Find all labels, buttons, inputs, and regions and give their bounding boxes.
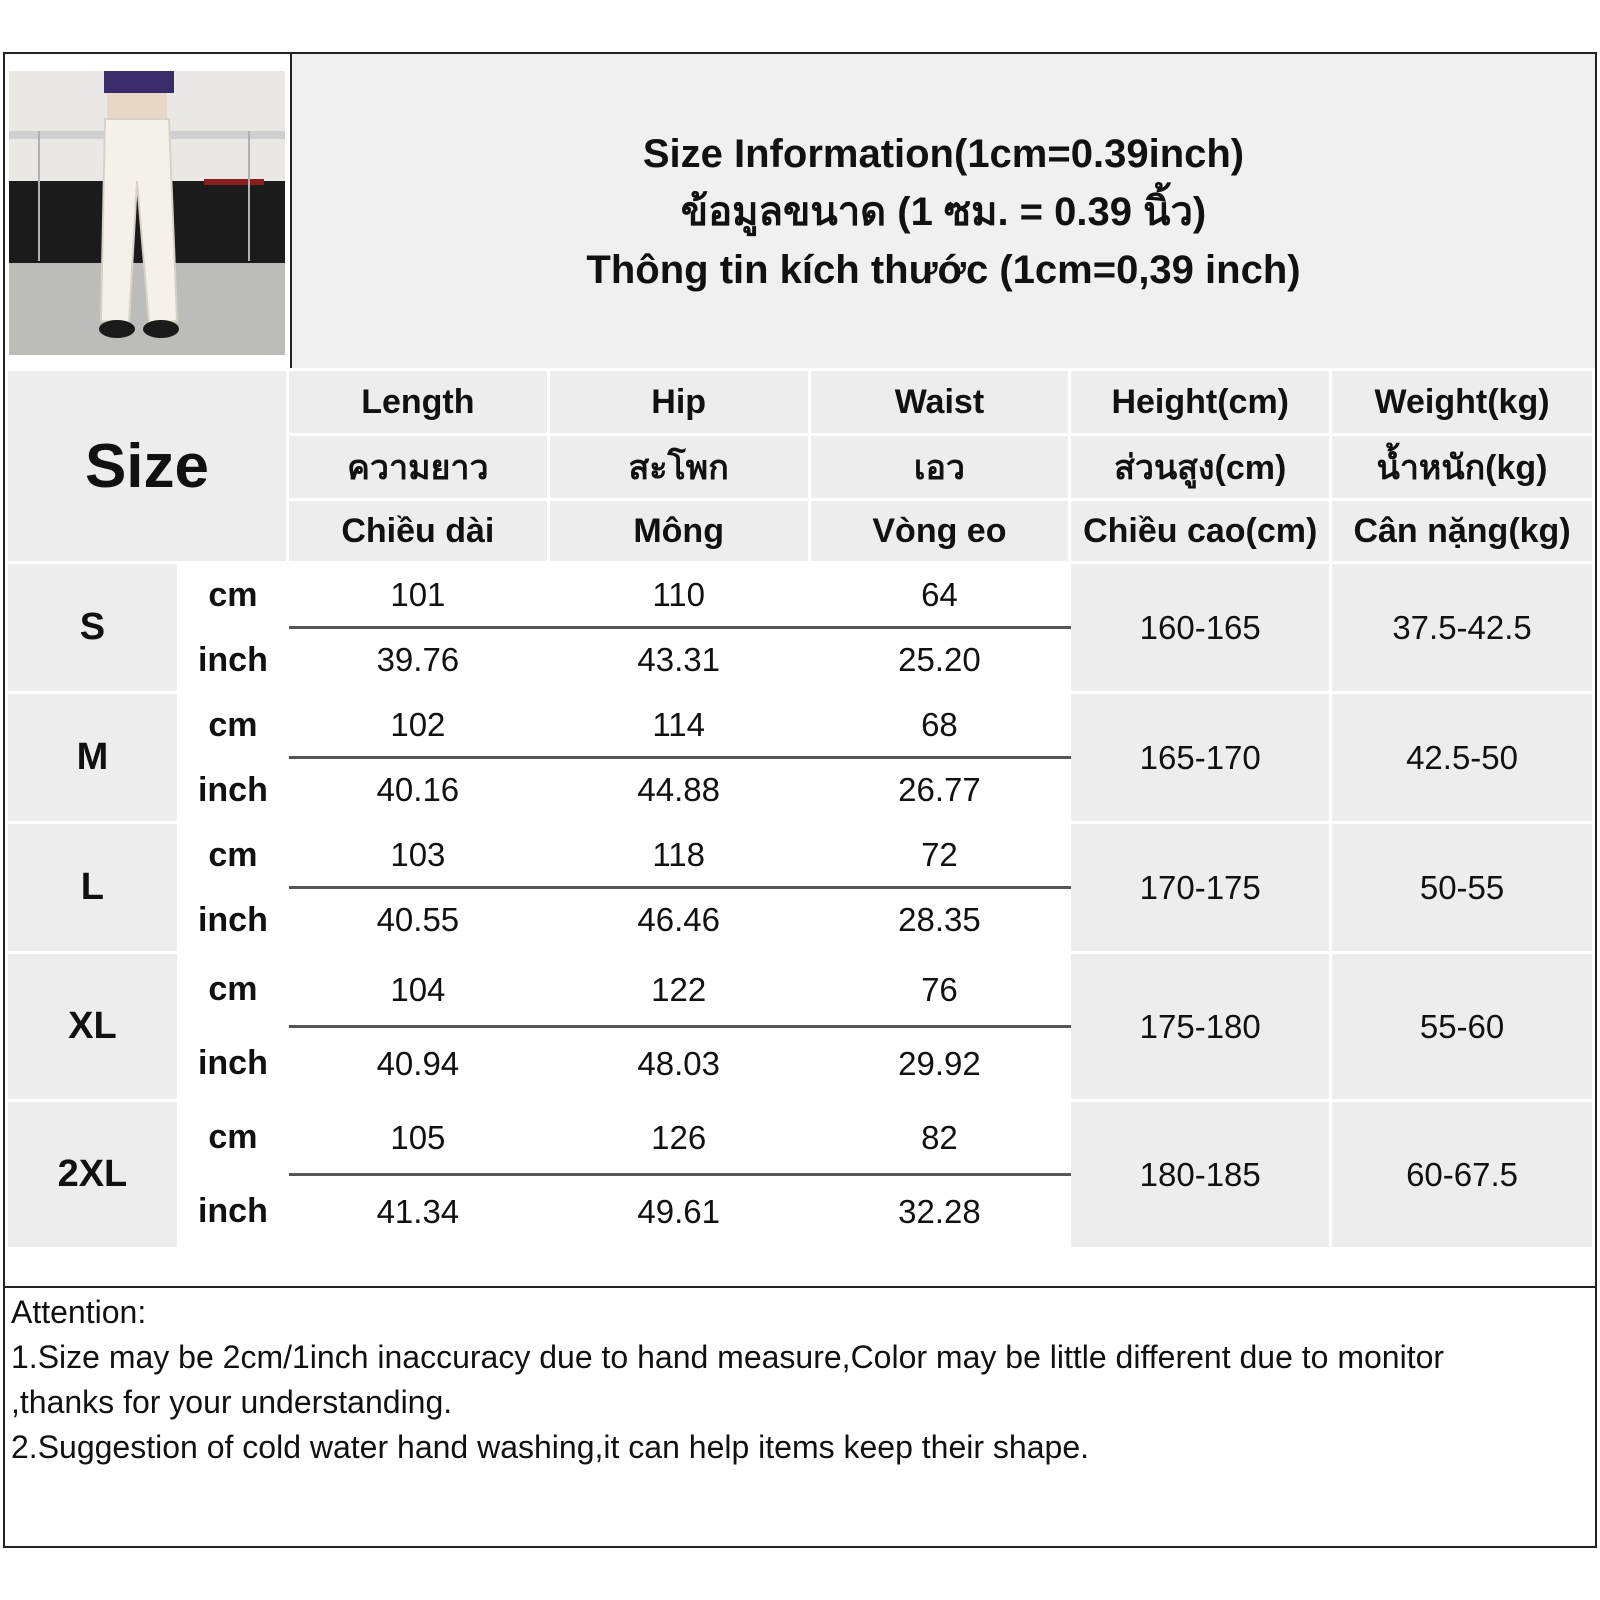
waist-cm: 68 [809, 693, 1070, 758]
header-height: Height(cm) [1070, 370, 1331, 435]
hip-cm: 118 [548, 823, 809, 888]
waist-cm: 64 [809, 563, 1070, 628]
attention-notes [11, 1290, 1591, 1470]
size-label: 2XL [7, 1101, 179, 1249]
length-inch: 40.55 [287, 888, 548, 953]
waist-inch: 29.92 [809, 1027, 1070, 1101]
length-cm: 101 [287, 563, 548, 628]
waist-inch: 28.35 [809, 888, 1070, 953]
product-photo [9, 71, 285, 355]
title-english: Size Information(1cm=0.39inch) [642, 132, 1245, 176]
header-hip-vi: Mông [548, 500, 809, 563]
header-weight: Weight(kg) [1331, 370, 1594, 435]
size-label: S [7, 563, 179, 693]
waist-cm: 76 [809, 953, 1070, 1027]
table-row [7, 823, 1594, 888]
length-cm: 103 [287, 823, 548, 888]
unit-inch: inch [178, 888, 287, 953]
note-line-3: 2.Suggestion of cold water hand washing,it can help items keep their shape. [11, 1429, 1089, 1465]
title-vietnamese: Thông tin kích thước (1cm=0,39 inch) [586, 248, 1301, 292]
unit-inch: inch [178, 1175, 287, 1249]
header-height-vi: Chiều cao(cm) [1070, 500, 1331, 563]
header-row-english [7, 370, 1594, 435]
product-photo-icon [9, 71, 285, 355]
unit-cm: cm [178, 693, 287, 758]
height-range: 175-180 [1070, 953, 1331, 1101]
height-range: 165-170 [1070, 693, 1331, 823]
height-range: 180-185 [1070, 1101, 1331, 1249]
hip-cm: 122 [548, 953, 809, 1027]
hip-inch: 43.31 [548, 628, 809, 693]
hip-cm: 126 [548, 1101, 809, 1175]
unit-inch: inch [178, 1027, 287, 1101]
header-weight-th: น้ำหนัก(kg) [1331, 435, 1594, 500]
height-range: 170-175 [1070, 823, 1331, 953]
waist-cm: 72 [809, 823, 1070, 888]
unit-inch: inch [178, 758, 287, 823]
header-hip-th: สะโพก [548, 435, 809, 500]
length-cm: 104 [287, 953, 548, 1027]
hip-inch: 48.03 [548, 1027, 809, 1101]
size-table [5, 368, 1595, 1250]
waist-inch: 32.28 [809, 1175, 1070, 1249]
table-row [7, 693, 1594, 758]
length-cm: 105 [287, 1101, 548, 1175]
size-chart-sheet [3, 52, 1597, 1548]
unit-cm: cm [178, 953, 287, 1027]
hip-cm: 114 [548, 693, 809, 758]
length-cm: 102 [287, 693, 548, 758]
length-inch: 40.94 [287, 1027, 548, 1101]
table-row [7, 563, 1594, 628]
title-thai: ข้อมูลขนาด (1 ซม. = 0.39 นิ้ว) [680, 190, 1207, 234]
title-block [290, 54, 1595, 370]
size-header: Size [7, 370, 288, 563]
header-waist: Waist [809, 370, 1070, 435]
size-label: L [7, 823, 179, 953]
notes-heading: Attention: [11, 1294, 147, 1330]
size-label: XL [7, 953, 179, 1101]
weight-range: 55-60 [1331, 953, 1594, 1101]
length-inch: 39.76 [287, 628, 548, 693]
waist-inch: 26.77 [809, 758, 1070, 823]
weight-range: 60-67.5 [1331, 1101, 1594, 1249]
unit-inch: inch [178, 628, 287, 693]
unit-cm: cm [178, 1101, 287, 1175]
table-row [7, 953, 1594, 1027]
weight-range: 50-55 [1331, 823, 1594, 953]
hip-cm: 110 [548, 563, 809, 628]
table-row [7, 1101, 1594, 1175]
header-length-th: ความยาว [287, 435, 548, 500]
header-waist-th: เอว [809, 435, 1070, 500]
note-line-1: 1.Size may be 2cm/1inch inaccuracy due to hand measure,Color may be little different due to monitor [11, 1339, 1445, 1375]
weight-range: 42.5-50 [1331, 693, 1594, 823]
header-length: Length [287, 370, 548, 435]
weight-range: 37.5-42.5 [1331, 563, 1594, 693]
header-weight-vi: Cân nặng(kg) [1331, 500, 1594, 563]
unit-cm: cm [178, 563, 287, 628]
hip-inch: 46.46 [548, 888, 809, 953]
divider [5, 1286, 1595, 1288]
height-range: 160-165 [1070, 563, 1331, 693]
header-waist-vi: Vòng eo [809, 500, 1070, 563]
unit-cm: cm [178, 823, 287, 888]
header-length-vi: Chiều dài [287, 500, 548, 563]
header-hip: Hip [548, 370, 809, 435]
size-label: M [7, 693, 179, 823]
hip-inch: 44.88 [548, 758, 809, 823]
length-inch: 41.34 [287, 1175, 548, 1249]
hip-inch: 49.61 [548, 1175, 809, 1249]
length-inch: 40.16 [287, 758, 548, 823]
note-line-2: ,thanks for your understanding. [11, 1384, 453, 1420]
header-height-th: ส่วนสูง(cm) [1070, 435, 1331, 500]
waist-inch: 25.20 [809, 628, 1070, 693]
waist-cm: 82 [809, 1101, 1070, 1175]
